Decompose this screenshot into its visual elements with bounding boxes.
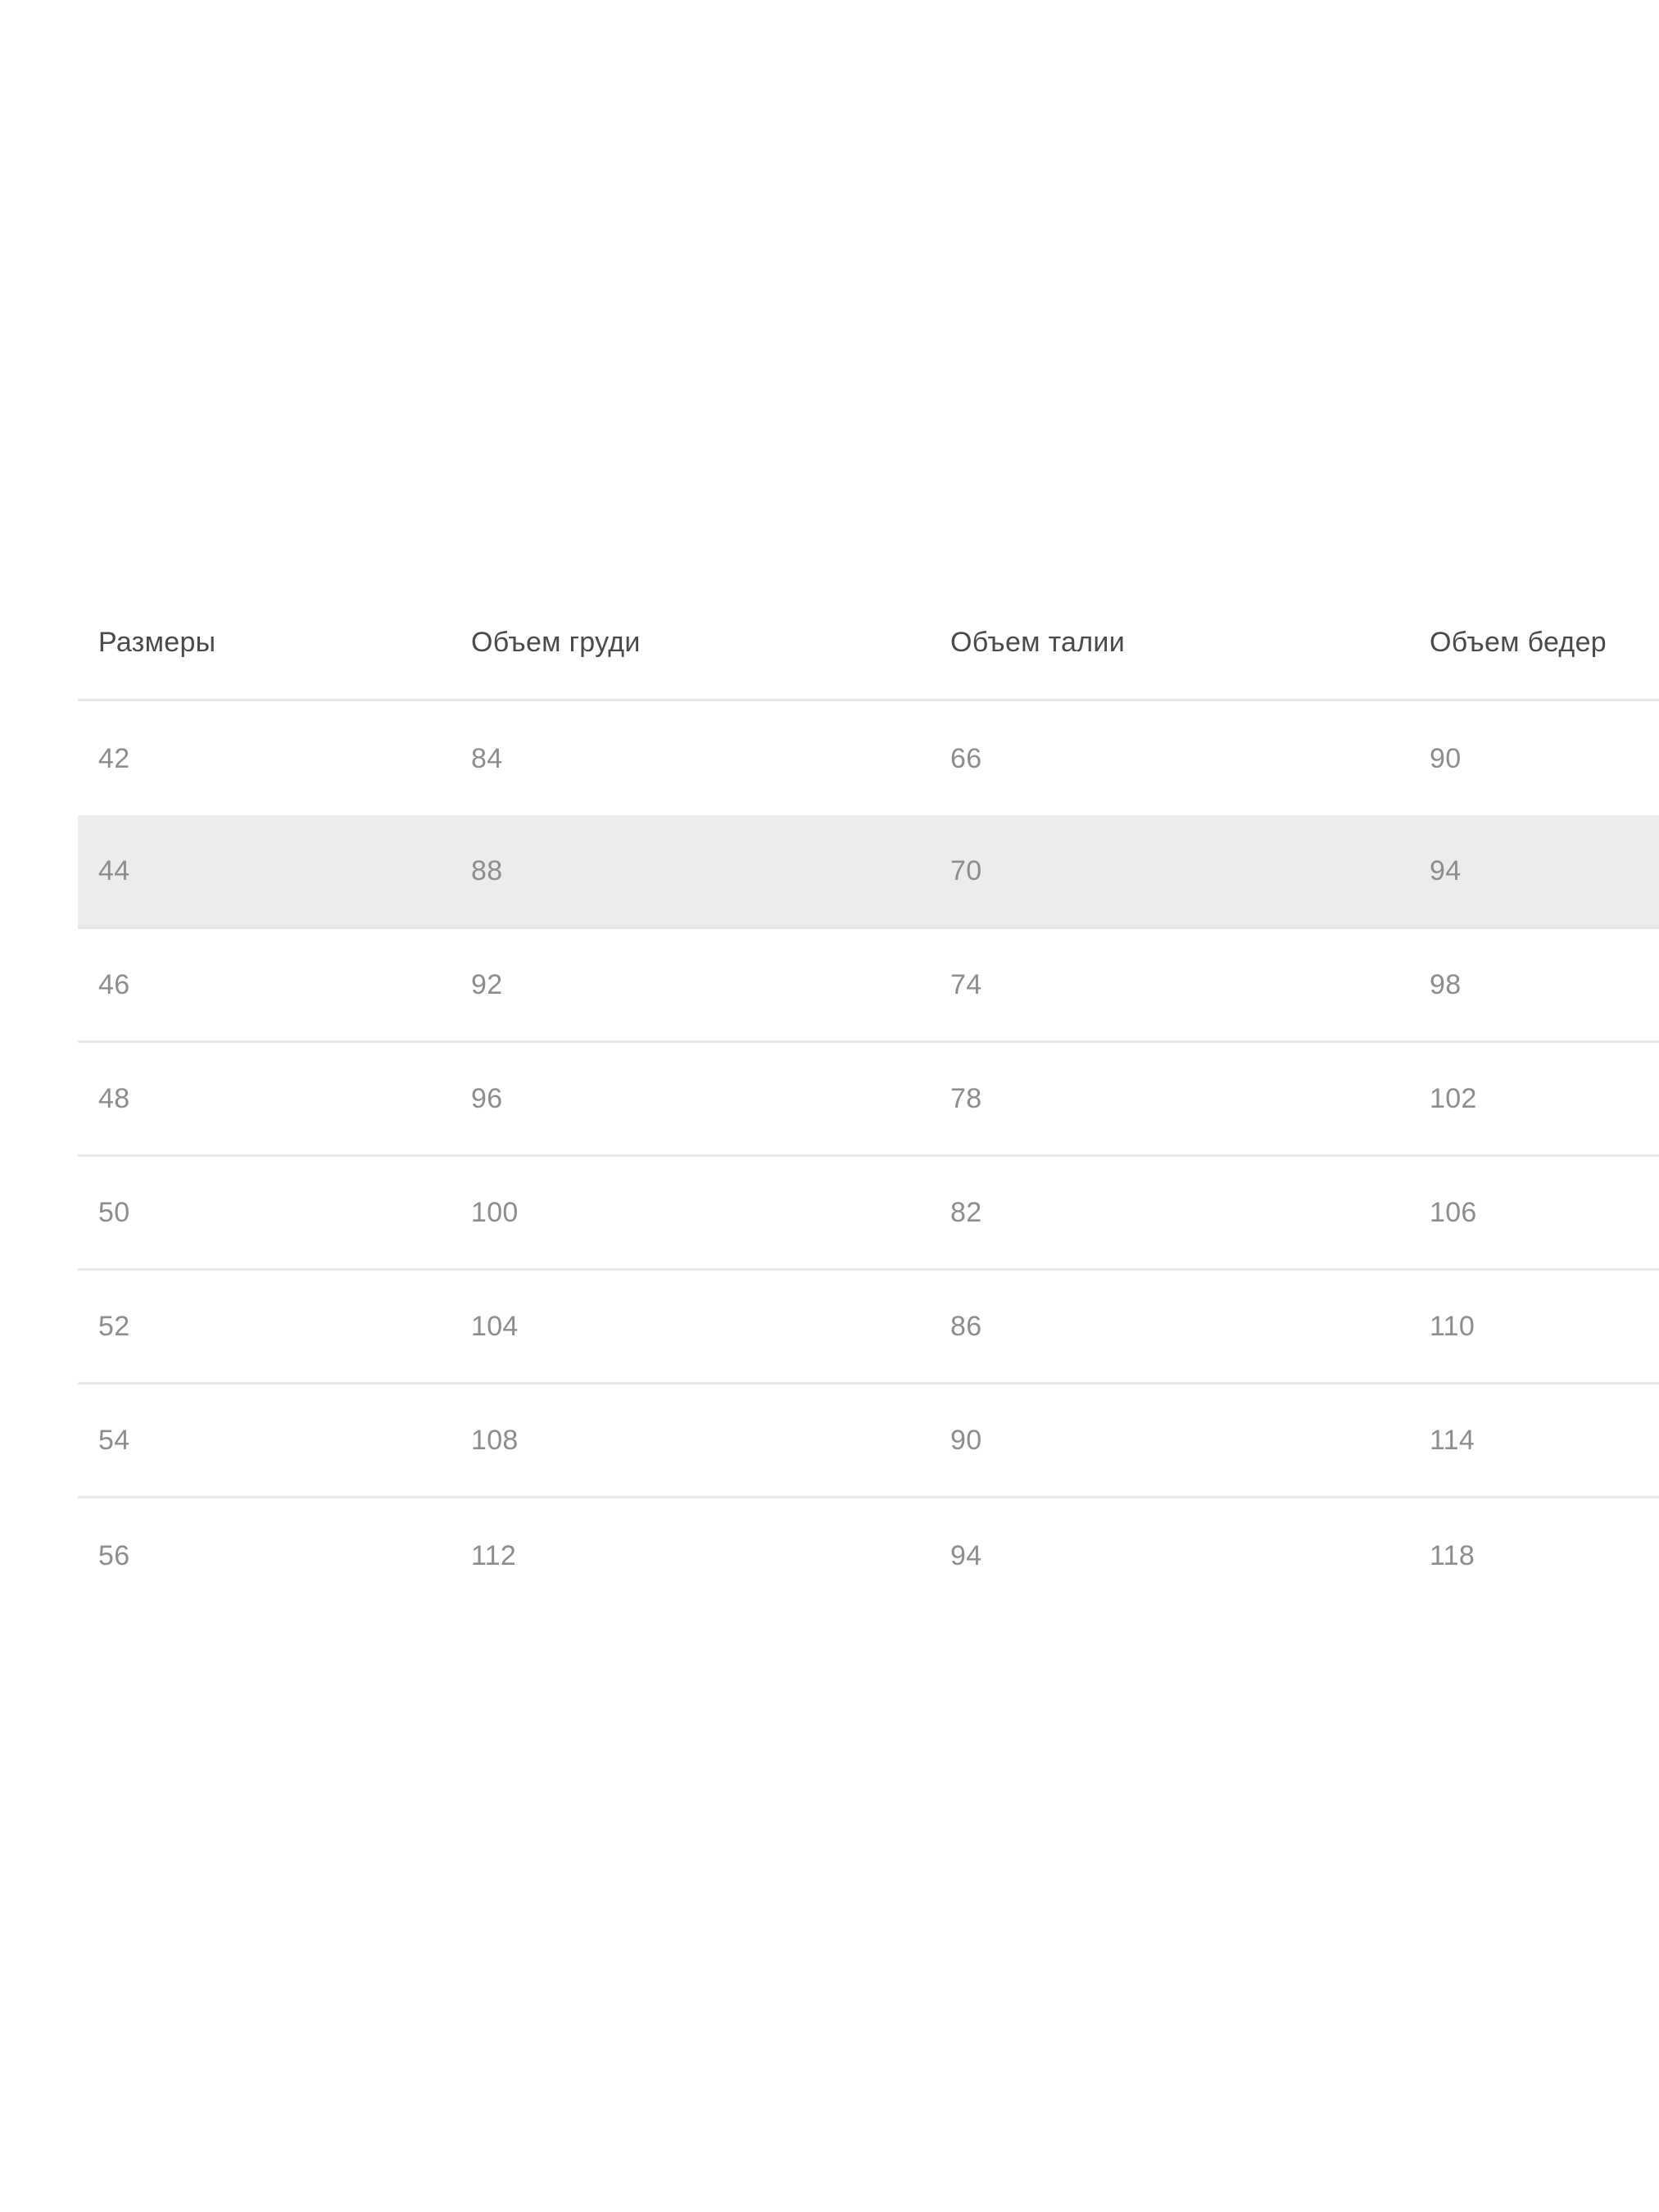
table-cell-size: 46 [98, 969, 130, 1000]
table-body [78, 701, 1659, 1612]
table-cell-hips: 94 [1430, 855, 1462, 886]
table-cell-size: 42 [98, 742, 130, 774]
table-row[interactable] [78, 701, 1659, 815]
table-row[interactable] [78, 1498, 1659, 1612]
table-cell-hips: 106 [1430, 1197, 1477, 1228]
table-cell-size: 56 [98, 1539, 130, 1571]
table-cell-chest: 100 [471, 1197, 519, 1228]
table-cell-size: 50 [98, 1197, 130, 1228]
table-cell-size: 44 [98, 855, 130, 886]
table-row[interactable] [78, 1271, 1659, 1385]
table-cell-waist: 70 [950, 855, 982, 886]
table-cell-size: 54 [98, 1425, 130, 1456]
column-header-waist: Объем талии [950, 627, 1125, 658]
table-cell-chest: 84 [471, 742, 503, 774]
table-cell-hips: 118 [1430, 1539, 1475, 1571]
table-cell-hips: 114 [1430, 1425, 1475, 1456]
table-cell-chest: 88 [471, 855, 503, 886]
table-cell-waist: 78 [950, 1083, 982, 1114]
table-cell-size: 52 [98, 1311, 130, 1342]
table-cell-hips: 110 [1430, 1311, 1475, 1342]
table-header-row [78, 586, 1659, 701]
table-cell-waist: 66 [950, 742, 982, 774]
table-cell-chest: 92 [471, 969, 503, 1000]
table-cell-chest: 96 [471, 1083, 503, 1114]
table-cell-waist: 74 [950, 969, 982, 1000]
table-cell-chest: 108 [471, 1425, 519, 1456]
column-header-hips: Объем бедер [1430, 627, 1607, 658]
table-cell-hips: 90 [1430, 742, 1462, 774]
column-header-chest: Объем груди [471, 627, 641, 658]
size-chart-table [78, 586, 1659, 1612]
table-cell-waist: 90 [950, 1425, 982, 1456]
table-cell-hips: 98 [1430, 969, 1462, 1000]
table-cell-chest: 112 [471, 1539, 517, 1571]
table-cell-waist: 86 [950, 1311, 982, 1342]
table-cell-waist: 94 [950, 1539, 982, 1571]
table-row-highlighted[interactable] [78, 815, 1659, 929]
table-row[interactable] [78, 929, 1659, 1043]
table-cell-hips: 102 [1430, 1083, 1477, 1114]
column-header-sizes: Размеры [98, 627, 216, 658]
table-row[interactable] [78, 1043, 1659, 1157]
table-cell-waist: 82 [950, 1197, 982, 1228]
table-cell-chest: 104 [471, 1311, 519, 1342]
table-row[interactable] [78, 1157, 1659, 1271]
table-row[interactable] [78, 1385, 1659, 1498]
table-cell-size: 48 [98, 1083, 130, 1114]
